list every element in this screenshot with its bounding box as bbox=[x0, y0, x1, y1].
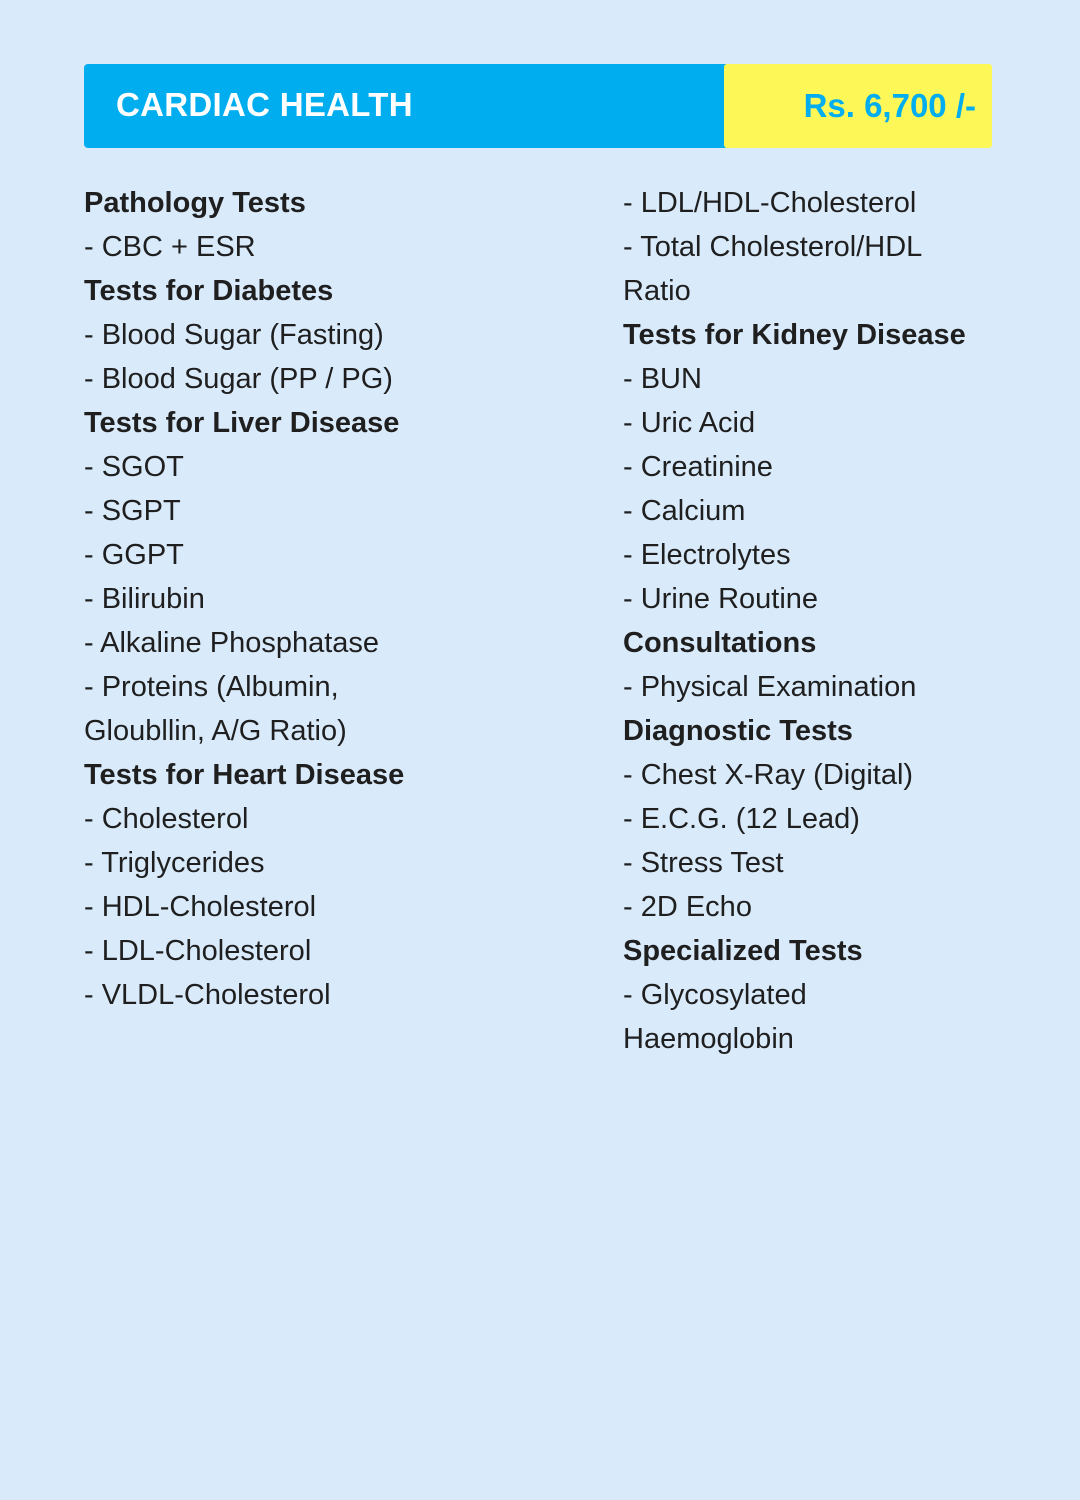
test-item: - BUN bbox=[623, 363, 702, 395]
test-item: - Blood Sugar (Fasting) bbox=[84, 319, 384, 351]
test-item: - 2D Echo bbox=[623, 891, 752, 923]
test-list-left-column bbox=[84, 181, 604, 1017]
section-heading: Specialized Tests bbox=[623, 935, 863, 967]
test-item: - Total Cholesterol/HDL bbox=[623, 231, 923, 263]
test-item: - Glycosylated bbox=[623, 979, 807, 1011]
test-item: - SGOT bbox=[84, 451, 184, 483]
test-list-right-column bbox=[623, 181, 1063, 1061]
section-heading: Tests for Kidney Disease bbox=[623, 319, 966, 351]
test-item: - Alkaline Phosphatase bbox=[84, 627, 380, 659]
test-item: - Blood Sugar (PP / PG) bbox=[84, 363, 393, 395]
test-item: Gloubllin, A/G Ratio) bbox=[84, 715, 347, 747]
section-heading: Consultations bbox=[623, 627, 817, 659]
test-item: - SGPT bbox=[84, 495, 181, 527]
test-item: - E.C.G. (12 Lead) bbox=[623, 803, 860, 835]
test-item: - Physical Examination bbox=[623, 671, 917, 703]
test-item: - LDL/HDL-Cholesterol bbox=[623, 187, 917, 219]
test-item: - CBC + ESR bbox=[84, 231, 256, 263]
test-item: - GGPT bbox=[84, 539, 184, 571]
section-heading: Diagnostic Tests bbox=[623, 715, 853, 747]
price-badge bbox=[724, 64, 992, 148]
test-item: - Chest X-Ray (Digital) bbox=[623, 759, 914, 791]
test-item: - LDL-Cholesterol bbox=[84, 935, 312, 967]
package-title: CARDIAC HEALTH bbox=[116, 86, 413, 123]
package-price: Rs. 6,700 /- bbox=[803, 87, 976, 124]
test-item: - Uric Acid bbox=[623, 407, 756, 439]
test-item: - Cholesterol bbox=[84, 803, 249, 835]
test-item: - Electrolytes bbox=[623, 539, 791, 571]
test-item: - Stress Test bbox=[623, 847, 784, 879]
section-heading: Tests for Heart Disease bbox=[84, 759, 405, 791]
section-heading: Pathology Tests bbox=[84, 187, 306, 219]
test-item: - HDL-Cholesterol bbox=[84, 891, 317, 923]
section-heading: Tests for Diabetes bbox=[84, 275, 334, 307]
test-item: - Bilirubin bbox=[84, 583, 205, 615]
test-item: - VLDL-Cholesterol bbox=[84, 979, 331, 1011]
test-item: Haemoglobin bbox=[623, 1023, 794, 1055]
test-item: - Calcium bbox=[623, 495, 746, 527]
test-item: - Proteins (Albumin, bbox=[84, 671, 339, 703]
test-item: - Urine Routine bbox=[623, 583, 819, 615]
test-item: - Triglycerides bbox=[84, 847, 265, 879]
test-item: - Creatinine bbox=[623, 451, 773, 483]
test-item: Ratio bbox=[623, 275, 691, 307]
section-heading: Tests for Liver Disease bbox=[84, 407, 400, 439]
